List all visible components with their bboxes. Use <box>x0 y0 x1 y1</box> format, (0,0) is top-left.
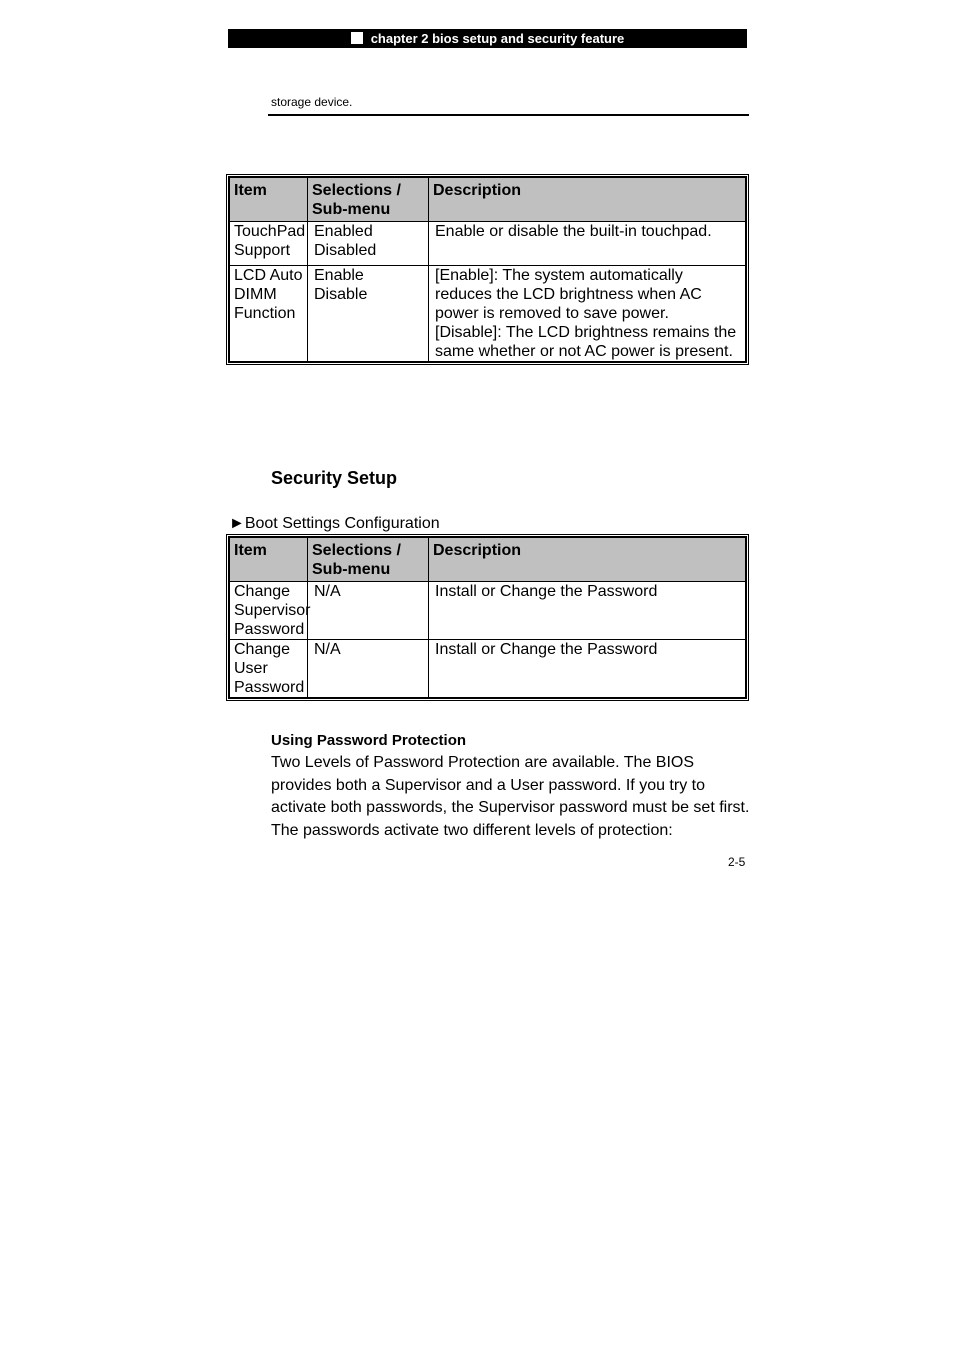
section-title: Security Setup <box>271 468 398 488</box>
cell-item: Change User Password <box>230 640 308 698</box>
cell-item: Change Supervisor Password <box>230 582 308 640</box>
top-note: storage device. <box>271 95 353 109</box>
cell-description: Install or Change the Password <box>429 582 746 640</box>
cell-selections: N/A <box>308 640 429 698</box>
column-header-selections: Selections / Sub-menu <box>308 538 429 582</box>
settings-table-2 <box>226 534 749 701</box>
table-row <box>230 582 746 640</box>
cell-selections: N/A <box>308 582 429 640</box>
cell-description: Enable or disable the built-in touchpad. <box>429 222 746 266</box>
cell-item: LCD Auto DIMM Function <box>230 266 308 362</box>
settings-table-1 <box>226 174 749 365</box>
cell-selections: Enabled Disabled <box>308 222 429 266</box>
column-header-item: Item <box>230 178 308 222</box>
square-bullet-icon <box>351 32 363 44</box>
cell-item: TouchPad Support <box>230 222 308 266</box>
password-protection-paragraph: Two Levels of Password Protection are available. The BIOS provides both a Supervisor and a User password. If you try to activate both passwords, the Supervisor password must be set first. The passwords activate two different levels of protection: <box>271 754 750 839</box>
chapter-title: chapter 2 bios setup and security feature <box>370 31 625 46</box>
password-protection-heading: Using Password Protection <box>271 732 467 749</box>
column-header-description: Description <box>429 538 746 582</box>
cell-description: [Enable]: The system automatically reduces the LCD brightness when AC power is removed to save power. [Disable]: The LCD brightness remains the same whether or not AC power is present. <box>429 266 746 362</box>
table-header-row <box>230 538 746 582</box>
cell-description: Install or Change the Password <box>429 640 746 698</box>
table-header-row <box>230 178 746 222</box>
column-header-selections: Selections / Sub-menu <box>308 178 429 222</box>
top-divider <box>268 114 749 116</box>
table-row <box>230 222 746 266</box>
boot-settings-label: ►Boot Settings Configuration <box>229 515 440 532</box>
column-header-description: Description <box>429 178 746 222</box>
cell-selections: Enable Disable <box>308 266 429 362</box>
table-row <box>230 266 746 362</box>
column-header-item: Item <box>230 538 308 582</box>
table-row <box>230 640 746 698</box>
chapter-header-bar <box>228 29 747 48</box>
page-number: 2-5 <box>728 855 746 869</box>
